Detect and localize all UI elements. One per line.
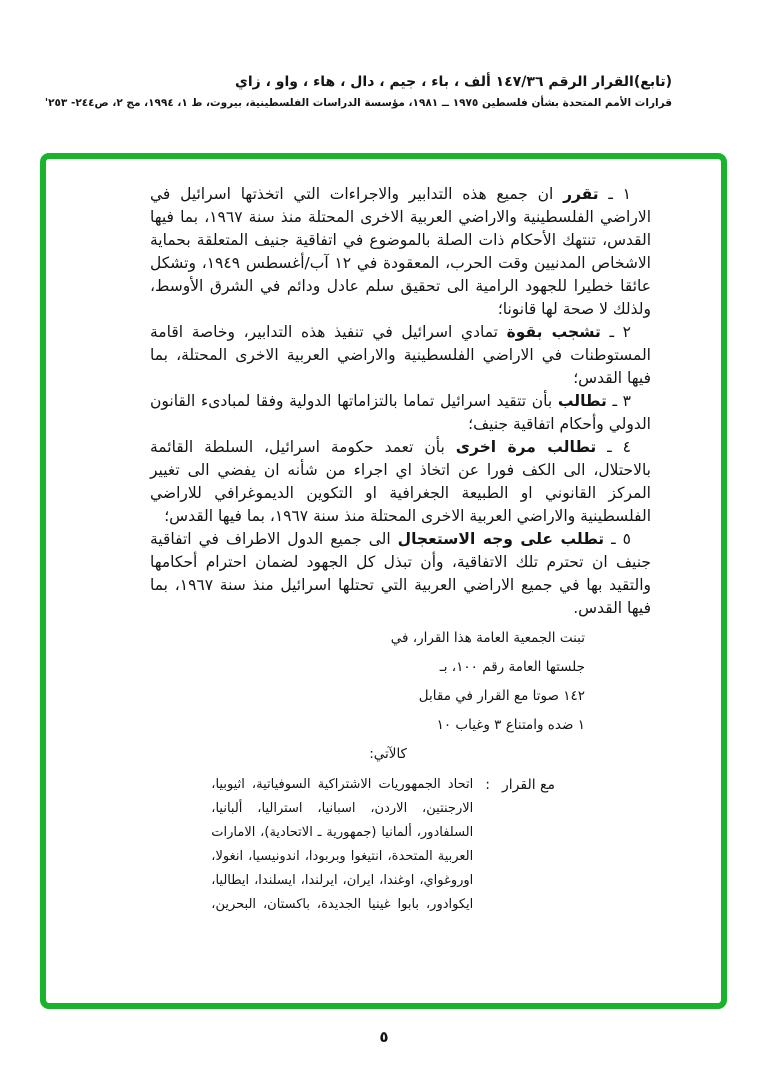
clause-4-number: ٤ ـ	[596, 438, 631, 456]
clause-4-lead: تطالب مرة اخرى	[455, 438, 597, 456]
clause-2-text: تمادي اسرائيل في تنفيذ هذه التدابير، وخاصة اقامة المستوطنات في الاراضي الفلسطينية والاراضي العربية الاخرى المحتلة، بما فيها القدس؛	[150, 323, 651, 387]
clause-5-number: ٥ ـ	[604, 530, 631, 548]
clause-2-lead: تشجب بقوة	[506, 323, 601, 341]
clause-1-text: ان جميع هذه التدابير والاجراءات التي اتخذتها اسرائيل في الاراضي الفلسطينية والاراضي العربية الاخرى المحتلة منذ سنة ١٩٦٧، بما فيها القدس، تنتهك الأحكام ذات الصلة بالموضوع في اتفاقية جنيف المتعلقة بحماية الاشخاص المدنيين وقت الحرب، المعقودة في ١٢ آب/أغسطس ١٩٤٩، وتشكل عائقا خطيرا للجهود الرامية الى تحقيق سلم عادل ودائم في الشرق الأوسط، ولذلك لا صحة لها قانونا؛	[150, 185, 651, 318]
resolution-title: (تابع)القرار الرقم ١٤٧/٣٦ ألف ، باء ، جيم ، دال ، هاء ، واو ، زاي	[235, 74, 672, 90]
adoption-note	[150, 624, 585, 740]
vote-with-colon: :	[485, 777, 490, 793]
source-citation: قرارات الأمم المتحدة بشأن فلسطين ١٩٧٥ ــ ١٩٨١، مؤسسة الدراسات الفلسطينية، بيروت، ط ١، ١٩٩٤، مج ٢، ص٢٤٤- ٢٥٣'	[44, 97, 672, 109]
clause-3-lead: تطالب	[557, 392, 607, 410]
clause-1-number: ١ ـ	[598, 185, 631, 203]
clause-2-number: ٢ ـ	[600, 323, 631, 341]
clause-2	[150, 321, 651, 390]
adoption-line-2: جلستها العامة رقم ١٠٠، بـ	[439, 659, 585, 675]
highlight-border-box	[40, 153, 727, 1009]
clause-4	[150, 436, 651, 528]
clause-4-text: بأن تعمد حكومة اسرائيل، السلطة القائمة بالاحتلال، الى الكف فورا عن اتخاذ اي اجراء من شأنه ان يفضي الى تغيير المركز القانوني او الطبيعة الجغرافية او التكوين الديموغرافي للاراضي الفلسطينية والاراضي العربية الاخرى المحتلة منذ سنة ١٩٦٧، بما فيها القدس؛	[150, 438, 651, 525]
clause-5	[150, 528, 651, 620]
page-number: ٥	[379, 1028, 389, 1046]
vote-with-countries: اتحاد الجمهوريات الاشتراكية السوفياتية، اثيوبيا، الارجنتين، الاردن، اسبانيا، استراليا، ألبانيا، السلفادور، ألمانيا (جمهورية ـ الاتحادية)، الامارات العربية المتحدة، انتيغوا وبربودا، اندونيسيا، انغولا، اوروغواي، اوغندا، ايران، ايرلندا، ايسلندا، ايطاليا، ايكوادور، بابوا غينيا الجديدة، باكستان، البحرين،	[211, 777, 474, 912]
clause-1	[150, 183, 651, 321]
clause-3-number: ٣ ـ	[606, 392, 631, 410]
adoption-line-1: تبنت الجمعية العامة هذا القرار، في	[390, 630, 585, 646]
vote-with-label: مع القرار	[501, 777, 555, 793]
clause-3	[150, 390, 651, 436]
clause-5-lead: تطلب على وجه الاستعجال	[397, 530, 605, 548]
adoption-line-3: ١٤٢ صوتا مع القرار في مقابل	[418, 688, 585, 704]
resolution-body	[150, 183, 651, 917]
clause-5-text: الى جميع الدول الاطراف في اتفاقية جنيف ان تحترم تلك الاتفاقية، وأن تبذل كل الجهود لضمان احترام أحكامها والتقيد بها في جميع الاراضي العربية التي تحتلها اسرائيل منذ سنة ١٩٦٧، بما فيها القدس.	[150, 530, 651, 617]
clause-3-text: بأن تتقيد اسرائيل تماما بالتزاماتها الدولية وفقا لمبادىء القانون الدولي وأحكام اتفاقية جنيف؛	[150, 392, 651, 433]
page-header	[44, 74, 672, 109]
adoption-line-4: ١ ضده وامتناع ٣ وغياب ١٠	[436, 717, 585, 733]
vote-with-row	[150, 773, 555, 917]
adoption-tail: كالآتي:	[369, 746, 407, 762]
clause-1-lead: تقرر	[563, 185, 599, 203]
